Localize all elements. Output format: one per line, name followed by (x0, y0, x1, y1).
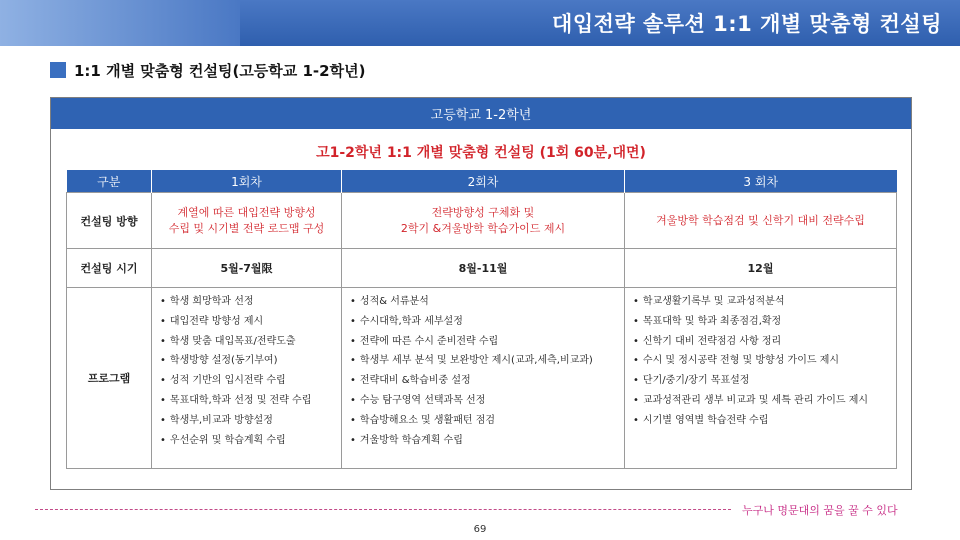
table-row-direction (67, 193, 897, 249)
program-list-1 (152, 292, 341, 450)
schedule-table (66, 170, 897, 469)
page-title: 대입전략 솔루션 1:1 개별 맞춤형 컨설팅 (552, 12, 942, 36)
list-item: • 학생방향 설정(동기부여) (160, 351, 341, 371)
header-session-2: 2회차 (342, 170, 625, 193)
list-item: • 성적& 서류분석 (350, 292, 624, 312)
program-list-2 (342, 292, 624, 450)
header-bar (0, 0, 960, 46)
row-label-program: 프로그램 (67, 288, 152, 469)
program-cell-2 (342, 288, 625, 469)
direction-2-line2: 2학기 &겨울방학 학습가이드 제시 (400, 221, 566, 235)
list-item: • 학생 맞춤 대입목표/전략도출 (160, 332, 341, 352)
period-cell-1: 5월-7월限 (152, 249, 342, 288)
direction-3-line1: 겨울방학 학습점검 및 신학기 대비 전략수립 (656, 213, 865, 227)
table-row-program (67, 288, 897, 469)
direction-1-line1: 계열에 따른 대입전략 방향성 (177, 205, 316, 219)
row-label-period: 컨설팅 시기 (67, 249, 152, 288)
program-cell-1 (152, 288, 342, 469)
direction-cell-3 (625, 193, 897, 249)
footer-divider (35, 509, 731, 510)
list-item: • 교과성적관리 생부 비교과 및 세특 관리 가이드 제시 (633, 391, 896, 411)
header-session-3: 3 회차 (625, 170, 897, 193)
row-label-direction: 컨설팅 방향 (67, 193, 152, 249)
list-item: • 단기/중기/장기 목표설정 (633, 371, 896, 391)
list-item: • 전략대비 &학습비중 설정 (350, 371, 624, 391)
list-item: • 신학기 대비 전략점검 사항 정리 (633, 332, 896, 352)
list-item: • 학생부,비교과 방향설정 (160, 411, 341, 431)
period-cell-3: 12월 (625, 249, 897, 288)
list-item: • 겨울방학 학습계획 수립 (350, 431, 624, 451)
header-accent (0, 0, 240, 46)
table-row-period (67, 249, 897, 288)
list-item: • 수능 탐구영역 선택과목 선정 (350, 391, 624, 411)
list-item: • 수시 및 정시공략 전형 및 방향성 가이드 제시 (633, 351, 896, 371)
list-item: • 전략에 따른 수시 준비전략 수립 (350, 332, 624, 352)
header-category: 구분 (67, 170, 152, 193)
program-cell-3 (625, 288, 897, 469)
list-item: • 수시대학,학과 세부설정 (350, 312, 624, 332)
list-item: • 학습방해요소 및 생활패턴 점검 (350, 411, 624, 431)
section-heading (50, 60, 365, 80)
list-item: • 학교생활기록부 및 교과성적분석 (633, 292, 896, 312)
square-bullet-icon (50, 62, 66, 78)
consulting-panel (50, 97, 912, 490)
list-item: • 시기별 영역별 학습전략 수립 (633, 411, 896, 431)
direction-cell-1 (152, 193, 342, 249)
panel-band: 고등학교 1-2학년 (51, 98, 911, 129)
footer-slogan: 누구나 명문대의 꿈을 꿀 수 있다 (742, 504, 898, 517)
program-list-3 (625, 292, 896, 431)
list-item: • 성적 기반의 입시전략 수립 (160, 371, 341, 391)
header-session-1: 1회차 (152, 170, 342, 193)
list-item: • 학생부 세부 분석 및 보완방안 제시(교과,세측,비교과) (350, 351, 624, 371)
direction-2-line1: 전략방향성 구체화 및 (431, 205, 535, 219)
panel-subtitle: 고1-2학년 1:1 개별 맞춤형 컨설팅 (1회 60분,대면) (316, 145, 646, 161)
page-number: 69 (473, 524, 487, 535)
table-header-row (67, 170, 897, 193)
list-item: • 목표대학,학과 선정 및 전략 수립 (160, 391, 341, 411)
direction-cell-2 (342, 193, 625, 249)
direction-1-line2: 수립 및 시기별 전략 로드맵 구성 (168, 221, 325, 235)
section-title: 1:1 개별 맞춤형 컨설팅(고등학교 1-2학년) (74, 61, 366, 80)
list-item: • 학생 희망학과 선정 (160, 292, 341, 312)
list-item: • 우선순위 및 학습계획 수립 (160, 431, 341, 451)
list-item: • 목표대학 및 학과 최종점검,확정 (633, 312, 896, 332)
list-item: • 대입전략 방향성 제시 (160, 312, 341, 332)
period-cell-2: 8월-11월 (342, 249, 625, 288)
